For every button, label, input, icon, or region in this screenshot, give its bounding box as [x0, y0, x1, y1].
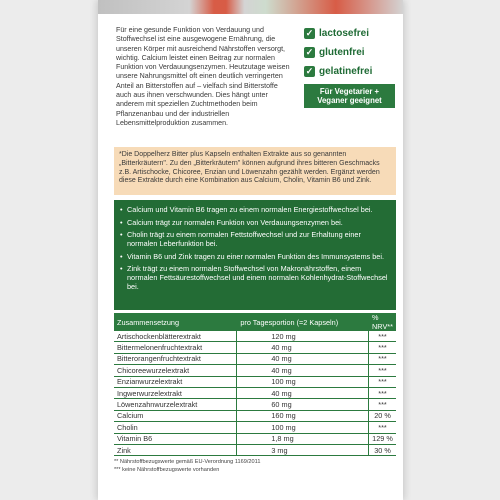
- nrv: ***: [369, 422, 396, 433]
- nrv: ***: [369, 376, 396, 387]
- header-composition: Zusammensetzung: [114, 313, 237, 331]
- table-row: [114, 331, 396, 342]
- check-icon: ✓: [305, 65, 314, 76]
- table-row: [114, 365, 396, 376]
- ingredient: Artischockenblätterextrakt: [114, 331, 237, 342]
- package-top-edge: [98, 0, 403, 14]
- ingredient: Enzianwurzelextrakt: [114, 376, 237, 387]
- amount: 60 mg: [237, 399, 369, 410]
- claim-gelatinefrei: [304, 62, 395, 80]
- amount: 100 mg: [237, 376, 369, 387]
- amount: 40 mg: [237, 353, 369, 364]
- benefit-item: • Vitamin B6 und Zink tragen zu einer normalen Funktion des Immunsystems bei.: [120, 252, 390, 261]
- table-row: [114, 433, 396, 444]
- claim-label: gelatinefrei: [319, 65, 373, 77]
- table-row: [114, 422, 396, 433]
- nrv: ***: [369, 365, 396, 376]
- check-icon: ✓: [305, 46, 314, 57]
- check-icon: ✓: [305, 27, 314, 38]
- table-row: [114, 410, 396, 421]
- amount: 100 mg: [237, 422, 369, 433]
- benefits-box: [114, 200, 396, 310]
- claim-label: lactosefrei: [319, 27, 370, 39]
- header-nrv: % NRV**: [369, 313, 396, 331]
- ingredient: Löwenzahnwurzelextrakt: [114, 399, 237, 410]
- footnote-no-nrv: *** keine Nährstoffbezugswerte vorhanden: [114, 466, 220, 473]
- ingredient: Vitamin B6: [114, 433, 237, 444]
- ingredient: Zink: [114, 444, 237, 455]
- ingredient: Bittermelonenfruchtextrakt: [114, 342, 237, 353]
- claim-lactosefrei: [304, 24, 395, 42]
- header-daily-portion: pro Tagesportion (=2 Kapseln): [237, 313, 369, 331]
- ingredient: Cholin: [114, 422, 237, 433]
- composition-table: [114, 313, 396, 474]
- amount: 40 mg: [237, 342, 369, 353]
- nrv: ***: [369, 331, 396, 342]
- table-row: [114, 444, 396, 455]
- benefit-item: • Zink trägt zu einem normalen Stoffwechsel von Makronährstoffen, einem normalen Fettsäurestoffwechsel und einem normalen Kohlenhydrat-Stoffwechsel bei.: [120, 264, 390, 291]
- table-row: [114, 342, 396, 353]
- amount: 3 mg: [237, 444, 369, 455]
- nrv: ***: [369, 399, 396, 410]
- ingredient: Ingwerwurzelextrakt: [114, 387, 237, 398]
- ingredient: Calcium: [114, 410, 237, 421]
- footnotes: [114, 459, 396, 473]
- footnote-nrv: ** Nährstoffbezugswerte gemäß EU-Verordnung 1169/2011: [114, 459, 261, 466]
- table-row: [114, 353, 396, 364]
- table-row: [114, 376, 396, 387]
- amount: 40 mg: [237, 365, 369, 376]
- nrv: 20 %: [369, 410, 396, 421]
- benefit-item: • Calcium und Vitamin B6 tragen zu einem normalen Energiestoffwechsel bei.: [120, 205, 390, 214]
- vegan-badge: Für Vegetarier + Veganer geeignet: [304, 84, 395, 108]
- table-row: [114, 399, 396, 410]
- claim-glutenfrei: [304, 43, 395, 61]
- amount: 120 mg: [237, 331, 369, 342]
- claim-label: glutenfrei: [319, 46, 365, 58]
- nrv: ***: [369, 342, 396, 353]
- nrv: ***: [369, 353, 396, 364]
- nrv: ***: [369, 387, 396, 398]
- amount: 160 mg: [237, 410, 369, 421]
- table-row: [114, 387, 396, 398]
- intro-text: Für eine gesunde Funktion von Verdauung und Stoffwechsel ist eine ausgewogene Ernährung, die unseren Körper mit ausreichend Nährstoffen versorgt, wichtig. Calcium leistet einen Beitrag zur normalen Funktion von Verdauungsenzymen. Heutzutage weisen unsere Nahrungsmittel oft einen deutlich verringerten Anteil an Bitterstoffen auf – vielfach sind Bitterstoffe auch aus ihnen verschwunden. Dies hängt unter anderem mit speziellen Zuchtmethoden beim Pflanzenanbau und der industriellen Lebensmittelproduktion zusammen.: [116, 26, 290, 127]
- benefit-item: • Calcium trägt zur normalen Funktion von Verdauungsenzymen bei.: [120, 218, 390, 227]
- nrv: 129 %: [369, 433, 396, 444]
- nrv: 30 %: [369, 444, 396, 455]
- benefit-item: • Cholin trägt zu einem normalen Fettstoffwechsel und zur Erhaltung einer normalen Leberfunktion bei.: [120, 230, 390, 248]
- ingredient: Chicoreewurzelextrakt: [114, 365, 237, 376]
- amount: 1,8 mg: [237, 433, 369, 444]
- amount: 40 mg: [237, 387, 369, 398]
- info-box: *Die Doppelherz Bitter plus Kapseln enthalten Extrakte aus so genannten „Bitterkräutern". Zu den „Bitterkräutern" können aufgrund ihres bitteren Geschmacks z.B. Artischocke, Chicoree, Enzian und Löwenzahn gezählt werden. Ergänzt werden diese Extrakte durch eine Kombination aus Calcium, Cholin, Vitamin B6 und Zink.: [114, 147, 396, 195]
- ingredient: Bitterorangenfruchtextrakt: [114, 353, 237, 364]
- table-header-row: [114, 313, 396, 331]
- package-back: [98, 0, 403, 500]
- claims-panel: [304, 24, 395, 108]
